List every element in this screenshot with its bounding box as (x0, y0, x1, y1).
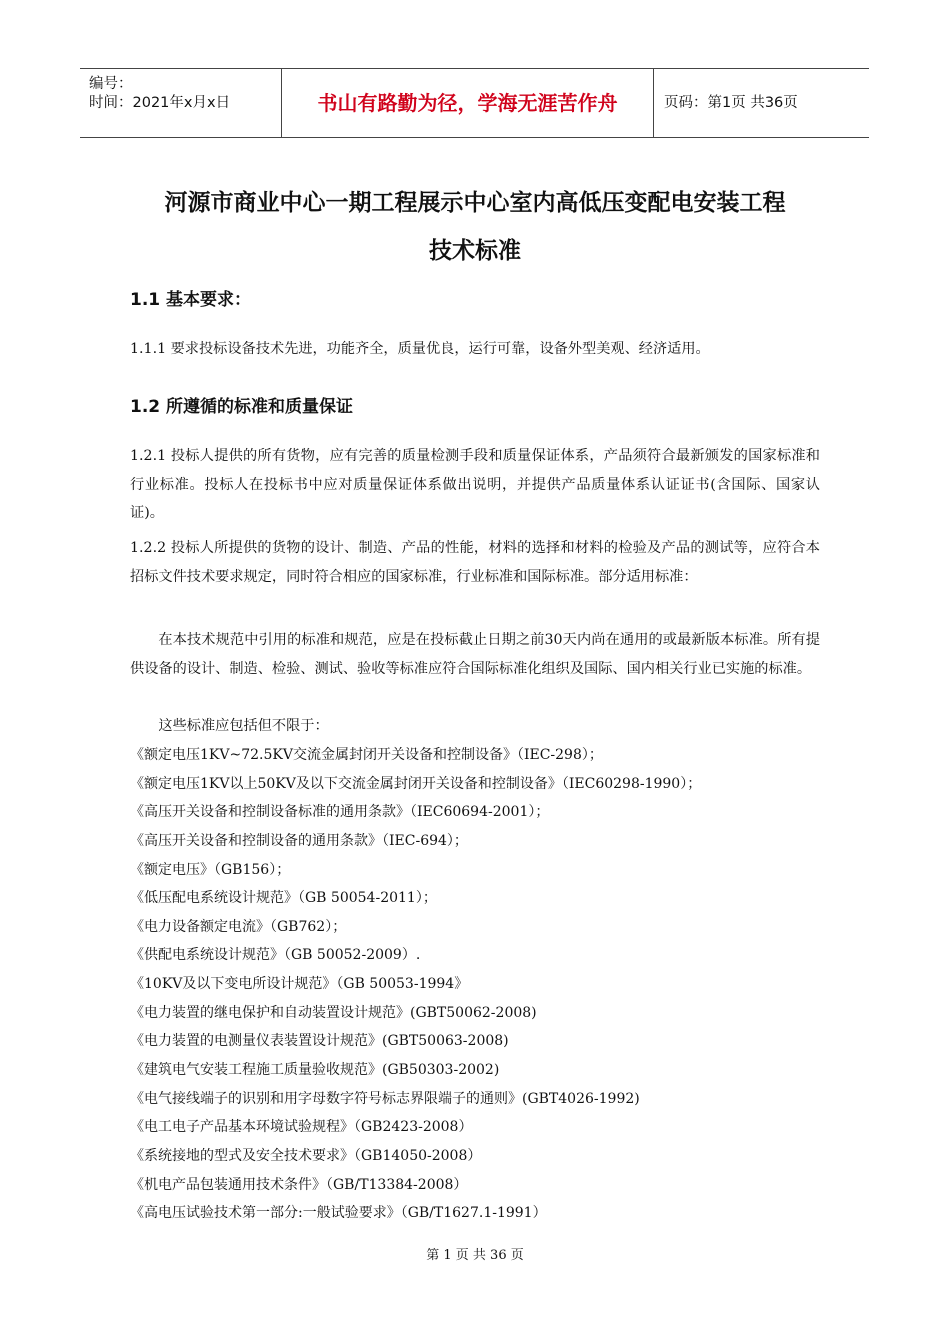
header-page-info: 页码：第1页 共36页 (664, 95, 798, 111)
list-item: 《电气接线端子的识别和用字母数字符号标志界限端子的通则》(GBT4026-1992) (130, 1090, 640, 1107)
list-item: 《高压开关设备和控制设备标准的通用条款》（IEC60694-2001）； (130, 804, 550, 821)
paragraph: 1.1.1 要求投标设备技术先进，功能齐全，质量优良，运行可靠，设备外型美观、经济适用。 (130, 341, 710, 357)
section-heading: 1.1 基本要求： (130, 290, 252, 310)
list-item: 《电工电子产品基本环境试验规程》（GB2423-2008） (130, 1119, 473, 1136)
header-motto: 书山有路勤为径，学海无涯苦作舟 (317, 91, 618, 115)
list-item: 《高压开关设备和控制设备的通用条款》（IEC-694）； (130, 832, 468, 849)
paragraph: 1.2.1 投标人提供的所有货物，应有完善的质量检测手段和质量保证体系，产品须符合最新颁发的国家标准和行业标准。投标人在投标书中应对质量保证体系做出说明，并提供产品质量体系认证证书(含国际、国家认证)。 (130, 448, 820, 521)
paragraph: 在本技术规范中引用的标准和规范，应是在投标截止日期之前30天内尚在通用的或最新版本标准。所有提供设备的设计、制造、检验、测试、验收等标准应符合国际标准化组织及国际、国内相关行业已实施的标准。 (130, 632, 820, 677)
list-item: 《电力设备额定电流》（GB762）； (130, 918, 347, 935)
page-footer: 第 1 页 共 36 页 (426, 1248, 524, 1263)
list-item: 《额定电压1KV以上50KV及以下交流金属封闭开关设备和控制设备》（IEC60298-1990）； (130, 775, 702, 792)
number-label: 编号： (89, 76, 133, 92)
document-subtitle: 技术标准 (429, 238, 521, 264)
document-header (80, 68, 869, 138)
paragraph: 这些标准应包括但不限于： (158, 718, 329, 734)
list-item: 《10KV及以下变电所设计规范》（GB 50053-1994》 (130, 976, 469, 993)
section-heading: 1.2 所遵循的标准和质量保证 (130, 397, 354, 417)
paragraph: 1.2.2 投标人所提供的货物的设计、制造、产品的性能，材料的选择和材料的检验及产品的测试等，应符合本招标文件技术要求规定，同时符合相应的国家标准，行业标准和国际标准。部分适用标准： (130, 540, 820, 585)
time-label: 时间：2021年x月x日 (89, 95, 231, 111)
list-item: 《供配电系统设计规范》（GB 50052-2009）. (130, 947, 421, 964)
list-item: 《额定电压1KV~72.5KV交流金属封闭开关设备和控制设备》（IEC-298）； (130, 747, 603, 763)
list-item: 《电力装置的电测量仪表装置设计规范》(GBT50063-2008) (130, 1033, 509, 1050)
list-item: 《低压配电系统设计规范》（GB 50054-2011）； (130, 890, 437, 907)
list-item: 《建筑电气安装工程施工质量验收规范》(GB50303-2002) (130, 1062, 500, 1079)
list-item: 《额定电压》（GB156）； (130, 861, 291, 878)
list-item: 《电力装置的继电保护和自动装置设计规范》(GBT50062-2008) (130, 1004, 537, 1021)
list-item: 《高电压试验技术第一部分:一般试验要求》（GB/T1627.1-1991） (130, 1205, 547, 1222)
list-item: 《系统接地的型式及安全技术要求》（GB14050-2008） (130, 1147, 482, 1164)
standards-list (130, 741, 830, 1228)
header-divider (653, 69, 654, 137)
document-title: 河源市商业中心一期工程展示中心室内高低压变配电安装工程 (164, 190, 786, 216)
header-meta (80, 69, 281, 137)
list-item: 《机电产品包装通用技术条件》（GB/T13384-2008） (130, 1176, 468, 1193)
